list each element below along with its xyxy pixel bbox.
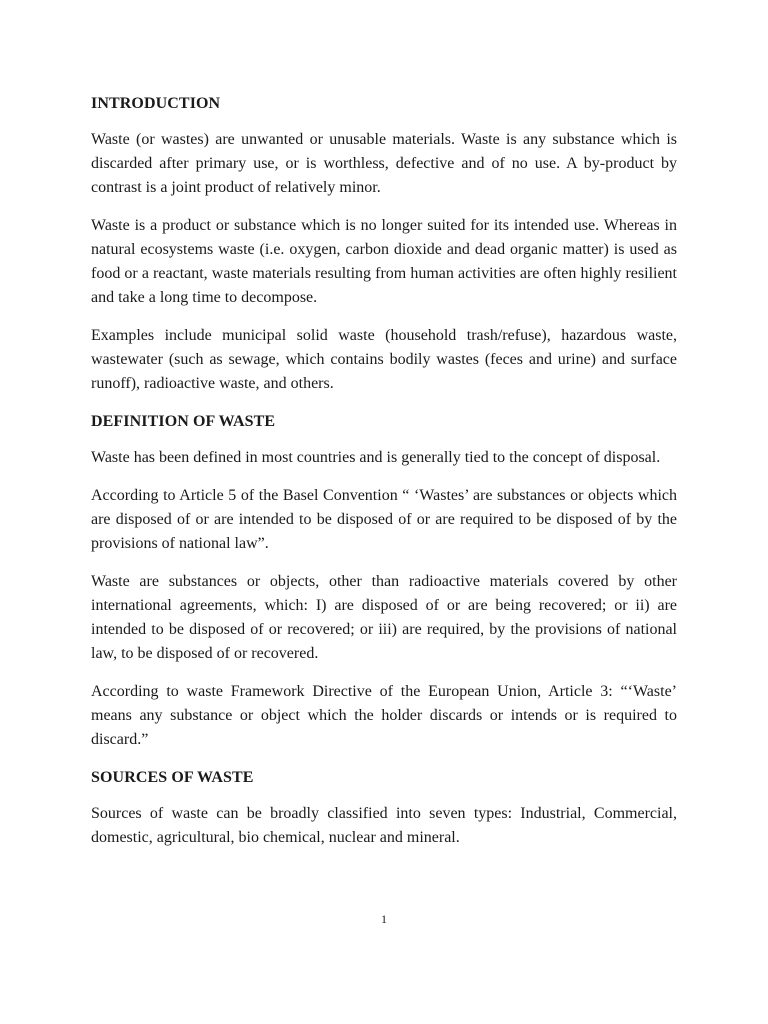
section-heading: INTRODUCTION bbox=[91, 95, 221, 112]
page-number: 1 bbox=[381, 912, 387, 926]
section-heading: DEFINITION OF WASTE bbox=[91, 413, 276, 430]
section-sources-of-waste bbox=[91, 766, 677, 850]
document-body bbox=[91, 92, 677, 864]
paragraph: Waste has been defined in most countries and is generally tied to the concept of disposal. bbox=[91, 449, 661, 466]
paragraph: Waste is a product or substance which is no longer suited for its intended use. Whereas in natural ecosystems waste (i.e. oxygen, carbon dioxide and dead organic matter) is used as food or a reactant, waste materials resulting from human activities are often highly resilient and take a long time to decompose. bbox=[91, 217, 677, 306]
paragraph: Sources of waste can be broadly classified into seven types: Industrial, Commercial, domestic, agricultural, bio chemical, nuclear and mineral. bbox=[91, 805, 677, 846]
section-definition-of-waste bbox=[91, 410, 677, 752]
paragraph: According to Article 5 of the Basel Convention “ ‘Wastes’ are substances or objects which are disposed of or are intended to be disposed of or are required to be disposed of by the provisions of national law”. bbox=[91, 487, 677, 552]
section-heading: SOURCES OF WASTE bbox=[91, 769, 254, 786]
paragraph: Examples include municipal solid waste (household trash/refuse), hazardous waste, wastewater (such as sewage, which contains bodily wastes (feces and urine) and surface runoff), radioactive waste, and others. bbox=[91, 327, 677, 392]
paragraph: Waste are substances or objects, other than radioactive materials covered by other international agreements, which: I) are disposed of or are being recovered; or ii) are intended to be disposed of or recovered; or iii) are required, by the provisions of national law, to be disposed of or recovered. bbox=[91, 573, 677, 662]
section-introduction bbox=[91, 92, 677, 396]
paragraph: Waste (or wastes) are unwanted or unusable materials. Waste is any substance which is discarded after primary use, or is worthless, defective and of no use. A by-product by contrast is a joint product of relatively minor. bbox=[91, 131, 677, 196]
paragraph: According to waste Framework Directive of the European Union, Article 3: “‘Waste’ means any substance or object which the holder discards or intends or is required to discard.” bbox=[91, 683, 677, 748]
